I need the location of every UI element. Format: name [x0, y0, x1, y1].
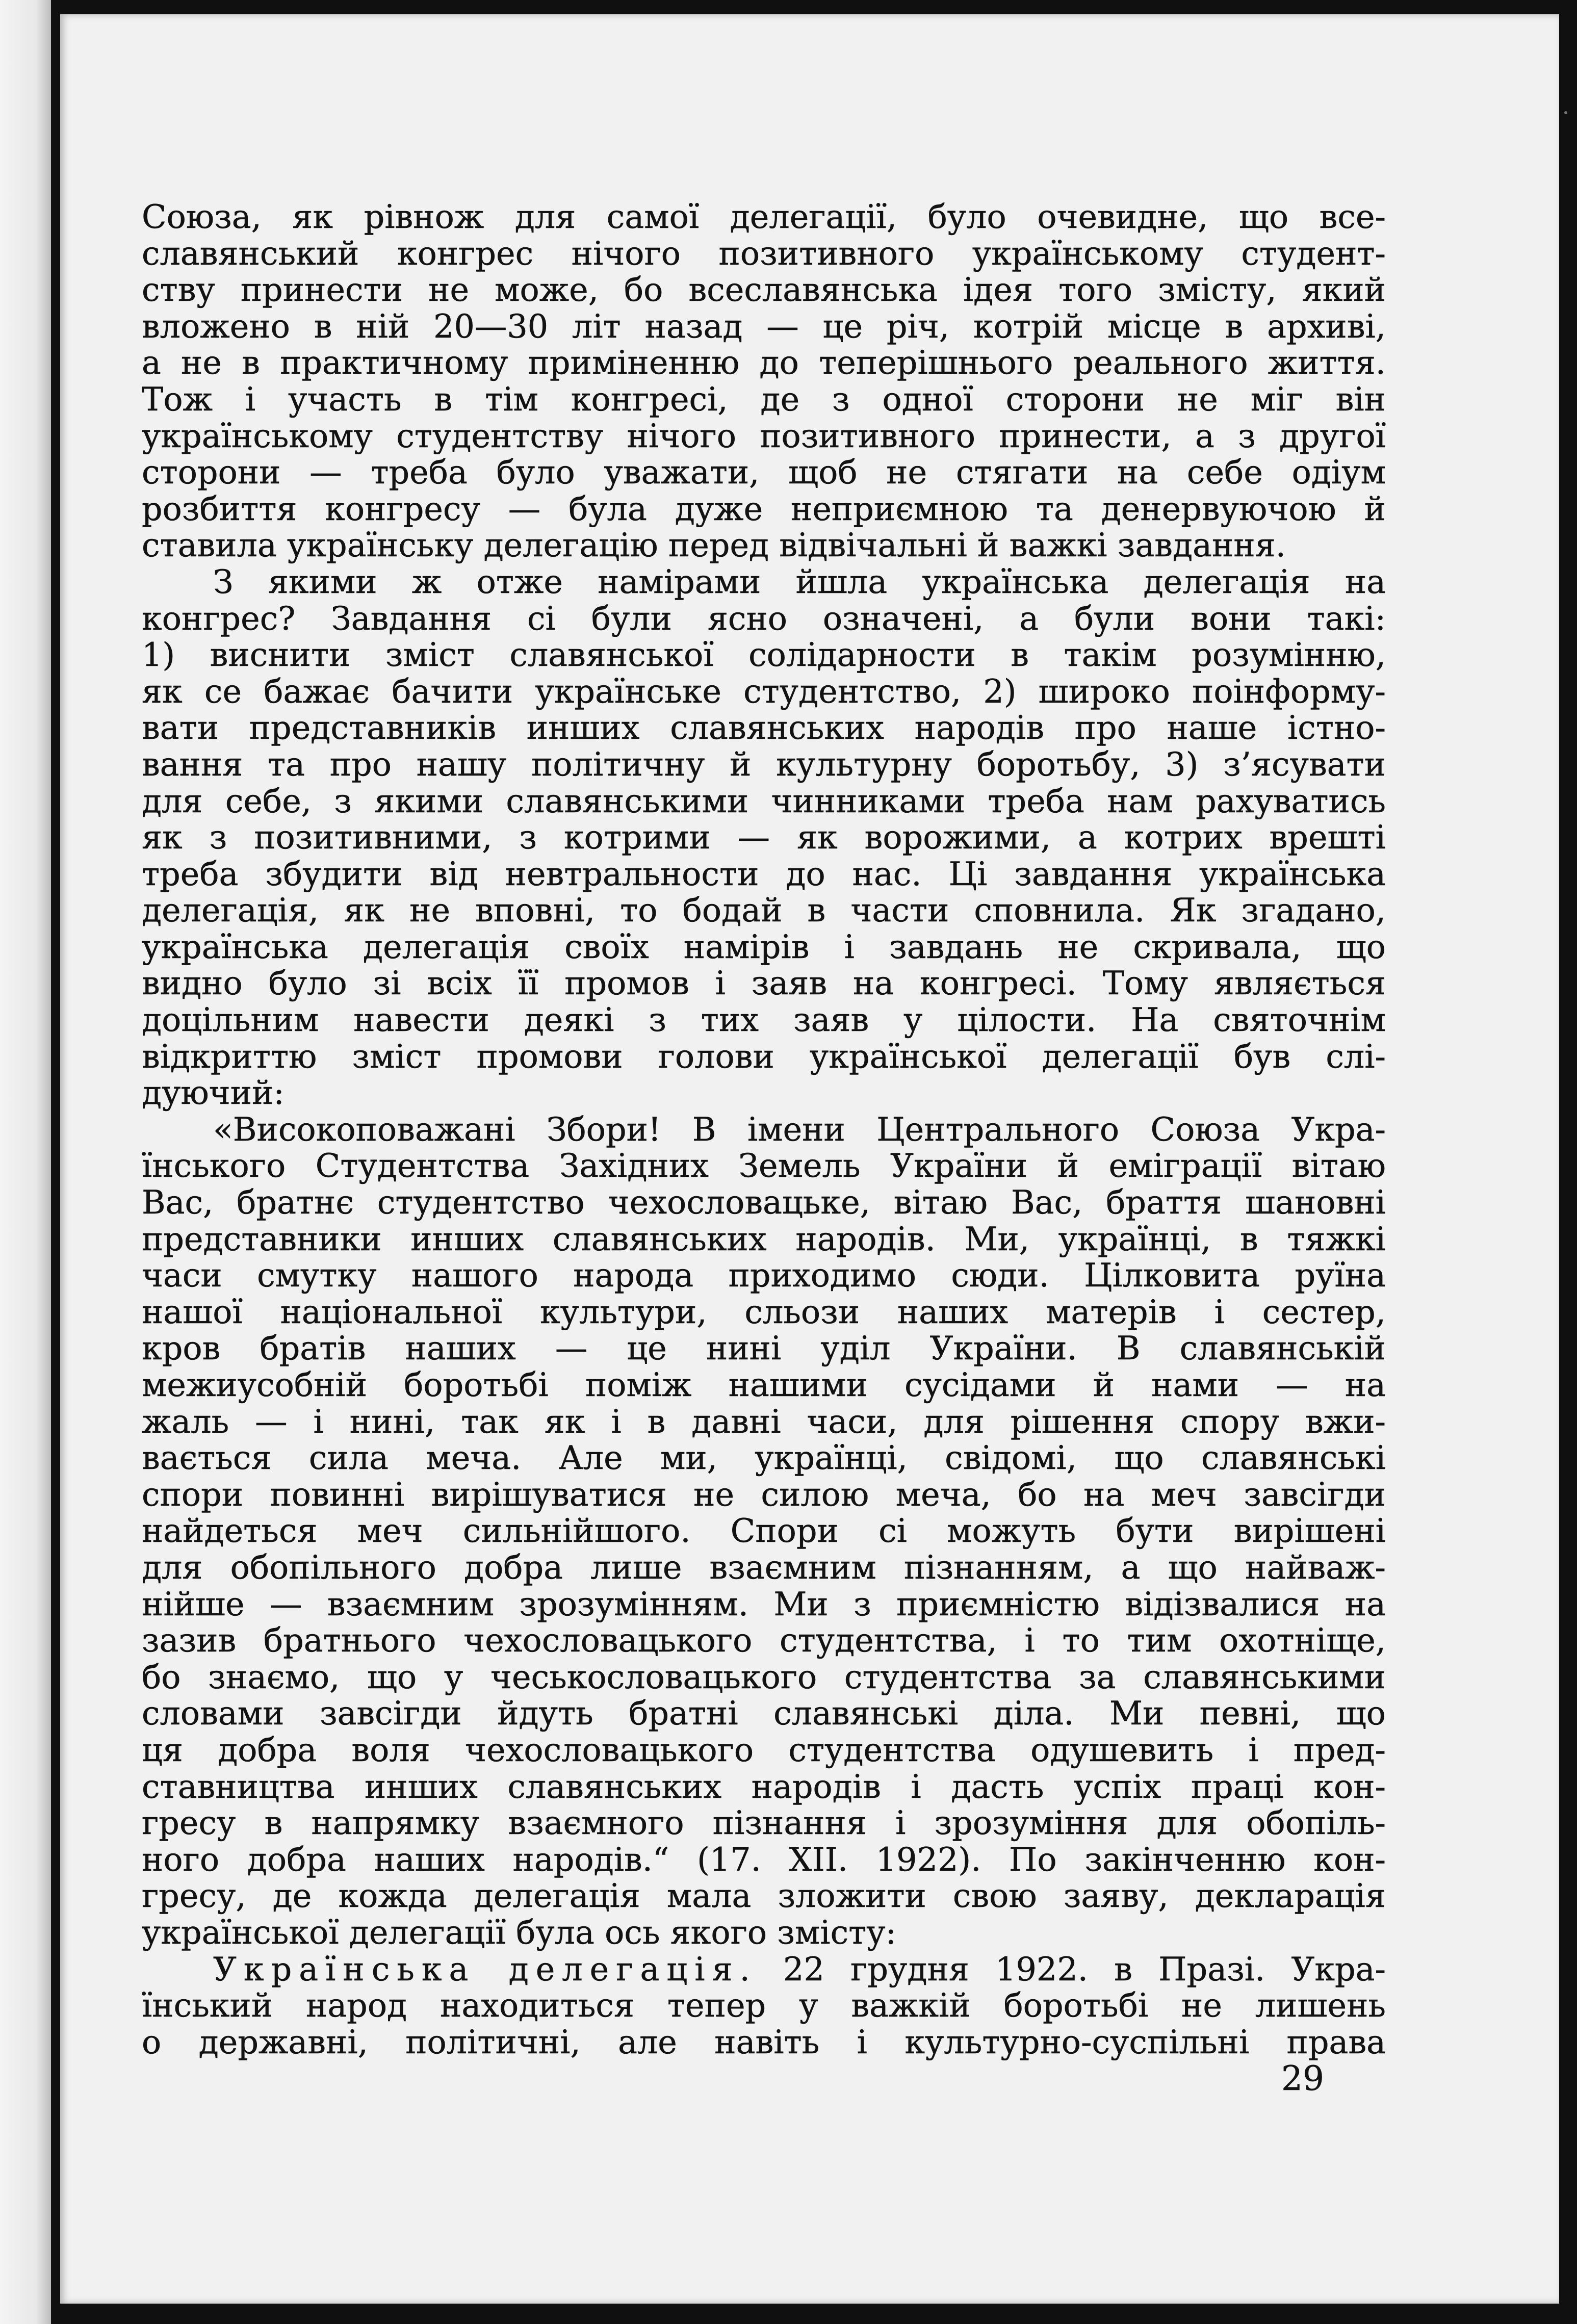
text-line: о державні, політичні, але навіть і культурно-суспільні права [142, 2024, 1386, 2061]
text-line: кров братів наших — це нині уділ України. В славянській [142, 1330, 1386, 1367]
text-line: найдеться меч сильнійшого. Спори сі можуть бути вирішені [142, 1513, 1386, 1550]
text-line: гресу в напрямку взаємного пізнання і зрозуміння для обопіль- [142, 1805, 1386, 1842]
text-line: української делегації була ось якого змісту: [142, 1914, 897, 1951]
text-line: бо знаємо, що у чеськословацького студентства за славянськими [142, 1659, 1386, 1696]
declaration-line-rest: 22 грудня 1922. в Празі. Укра- [757, 1951, 1386, 1988]
text-line: часи смутку нашого народа приходимо сюди. Цілковита руїна [142, 1257, 1386, 1294]
text-line: треба збудити від невтральности до нас. Ці завдання українська [142, 856, 1386, 893]
text-line: конгрес? Завдання сі були ясно означені, а були вони такі: [142, 600, 1386, 637]
text-line: зазив братнього чехословацького студентства, і то тим охотніще, [142, 1622, 1386, 1659]
text-line: ставила українську делегацію перед відвічальні й важкі завдання. [142, 527, 1286, 564]
text-line: ного добра наших народів.“ (17. XII. 1922). По закінченню кон- [142, 1841, 1386, 1878]
text-line: як се бажає бачити українське студентство, 2) широко поінформу- [142, 673, 1386, 710]
text-line: Союза, як рівнож для самої делегації, було очевидне, що все- [142, 199, 1386, 236]
text-line: вається сила меча. Але ми, українці, свідомі, що славянські [142, 1440, 1386, 1477]
text-line: українському студентству нічого позитивного принести, а з другої [142, 418, 1386, 455]
text-line: ству принести не може, бо всеславянська ідея того змісту, який [142, 272, 1386, 308]
text-line: З якими ж отже намірами йшла українська делегація на [213, 563, 1386, 601]
text-line: вання та про нашу політичну й культурну боротьбу, 3) з’ясувати [142, 746, 1386, 783]
text-line: для себе, з якими славянськими чинниками треба нам рахуватись [142, 783, 1386, 820]
text-line: делегація, як не вповні, то бодай в части сповнила. Як згадано, [142, 892, 1386, 929]
text-line: видно було зі всіх її промов і заяв на конгресі. Тому являється [142, 965, 1386, 1002]
text-line: Тож і участь в тім конгресі, де з одної сторони не міг він [142, 381, 1386, 418]
text-line: жаль — і нині, так як і в давні часи, для рішення спору вжи- [142, 1403, 1386, 1440]
text-line: сторони — треба було уважати, щоб не стягати на себе одіум [142, 454, 1386, 491]
text-line: вложено в ній 20—30 літ назад — це річ, котрій місце в архиві, [142, 308, 1386, 345]
text-line: нашої національної культури, сльози наших матерів і сестер, [142, 1294, 1386, 1331]
scan-speck [1564, 111, 1567, 114]
text-line: розбиття конгресу — була дуже неприємною та денервуючою й [142, 490, 1386, 528]
declaration-heading: Українська делегація. [213, 1951, 757, 1988]
declaration-line [142, 1951, 1386, 1988]
text-line: представники инших славянських народів. Ми, українці, в тяжкі [142, 1221, 1386, 1258]
text-line: нійше — взаємним зрозумінням. Ми з приємністю відізвалися на [142, 1586, 1386, 1623]
text-line: межиусобній боротьбі поміж нашими сусідами й нами — на [142, 1367, 1386, 1404]
text-line: ставництва инших славянських народів і дасть успіх праці кон- [142, 1768, 1386, 1805]
text-line: вати представників инших славянських народів про наше істно- [142, 710, 1386, 746]
text-line: дуючий: [142, 1075, 285, 1112]
text-line: Вас, братнє студентство чехословацьке, вітаю Вас, браття шановні [142, 1184, 1386, 1221]
text-line: їнського Студентства Західних Земель України й еміграції вітаю [142, 1148, 1386, 1185]
body-text [142, 199, 1386, 2060]
text-line: для обопільного добра лише взаємним пізнанням, а що найваж- [142, 1549, 1386, 1586]
book-page [60, 14, 1559, 2304]
text-line: ця добра воля чехословацького студентства одушевить і пред- [142, 1732, 1386, 1769]
text-line: спори повинні вирішуватися не силою меча, бо на меч завсігди [142, 1476, 1386, 1513]
text-line: гресу, де кожда делегація мала зложити свою заяву, декларація [142, 1878, 1386, 1915]
text-line: як з позитивними, з котрими — як ворожими, а котрих врешті [142, 819, 1386, 856]
text-line: славянський конгрес нічого позитивного українському студент- [142, 235, 1386, 272]
text-line: доцільним навести деякі з тих заяв у цілости. На святочнім [142, 1002, 1386, 1039]
text-line: 1) виснити зміст славянської солідарности в такім розумінню, [142, 637, 1386, 674]
text-line: їнський народ находиться тепер у важкій боротьбі не лишень [142, 1987, 1386, 2024]
left-page-edge [0, 0, 51, 2324]
text-line: а не в практичному приміненню до теперішнього реального життя. [142, 345, 1386, 381]
text-line: «Високоповажані Збори! В імени Центрального Союза Укра- [213, 1111, 1386, 1148]
text-line: словами завсігди йдуть братні славянські діла. Ми певні, що [142, 1695, 1386, 1732]
text-line: українська делегація своїх намірів і завдань не скривала, що [142, 928, 1386, 966]
text-line: відкриттю зміст промови голови української делегації був слі- [142, 1038, 1386, 1075]
page-number: 29 [1281, 2059, 1324, 2098]
